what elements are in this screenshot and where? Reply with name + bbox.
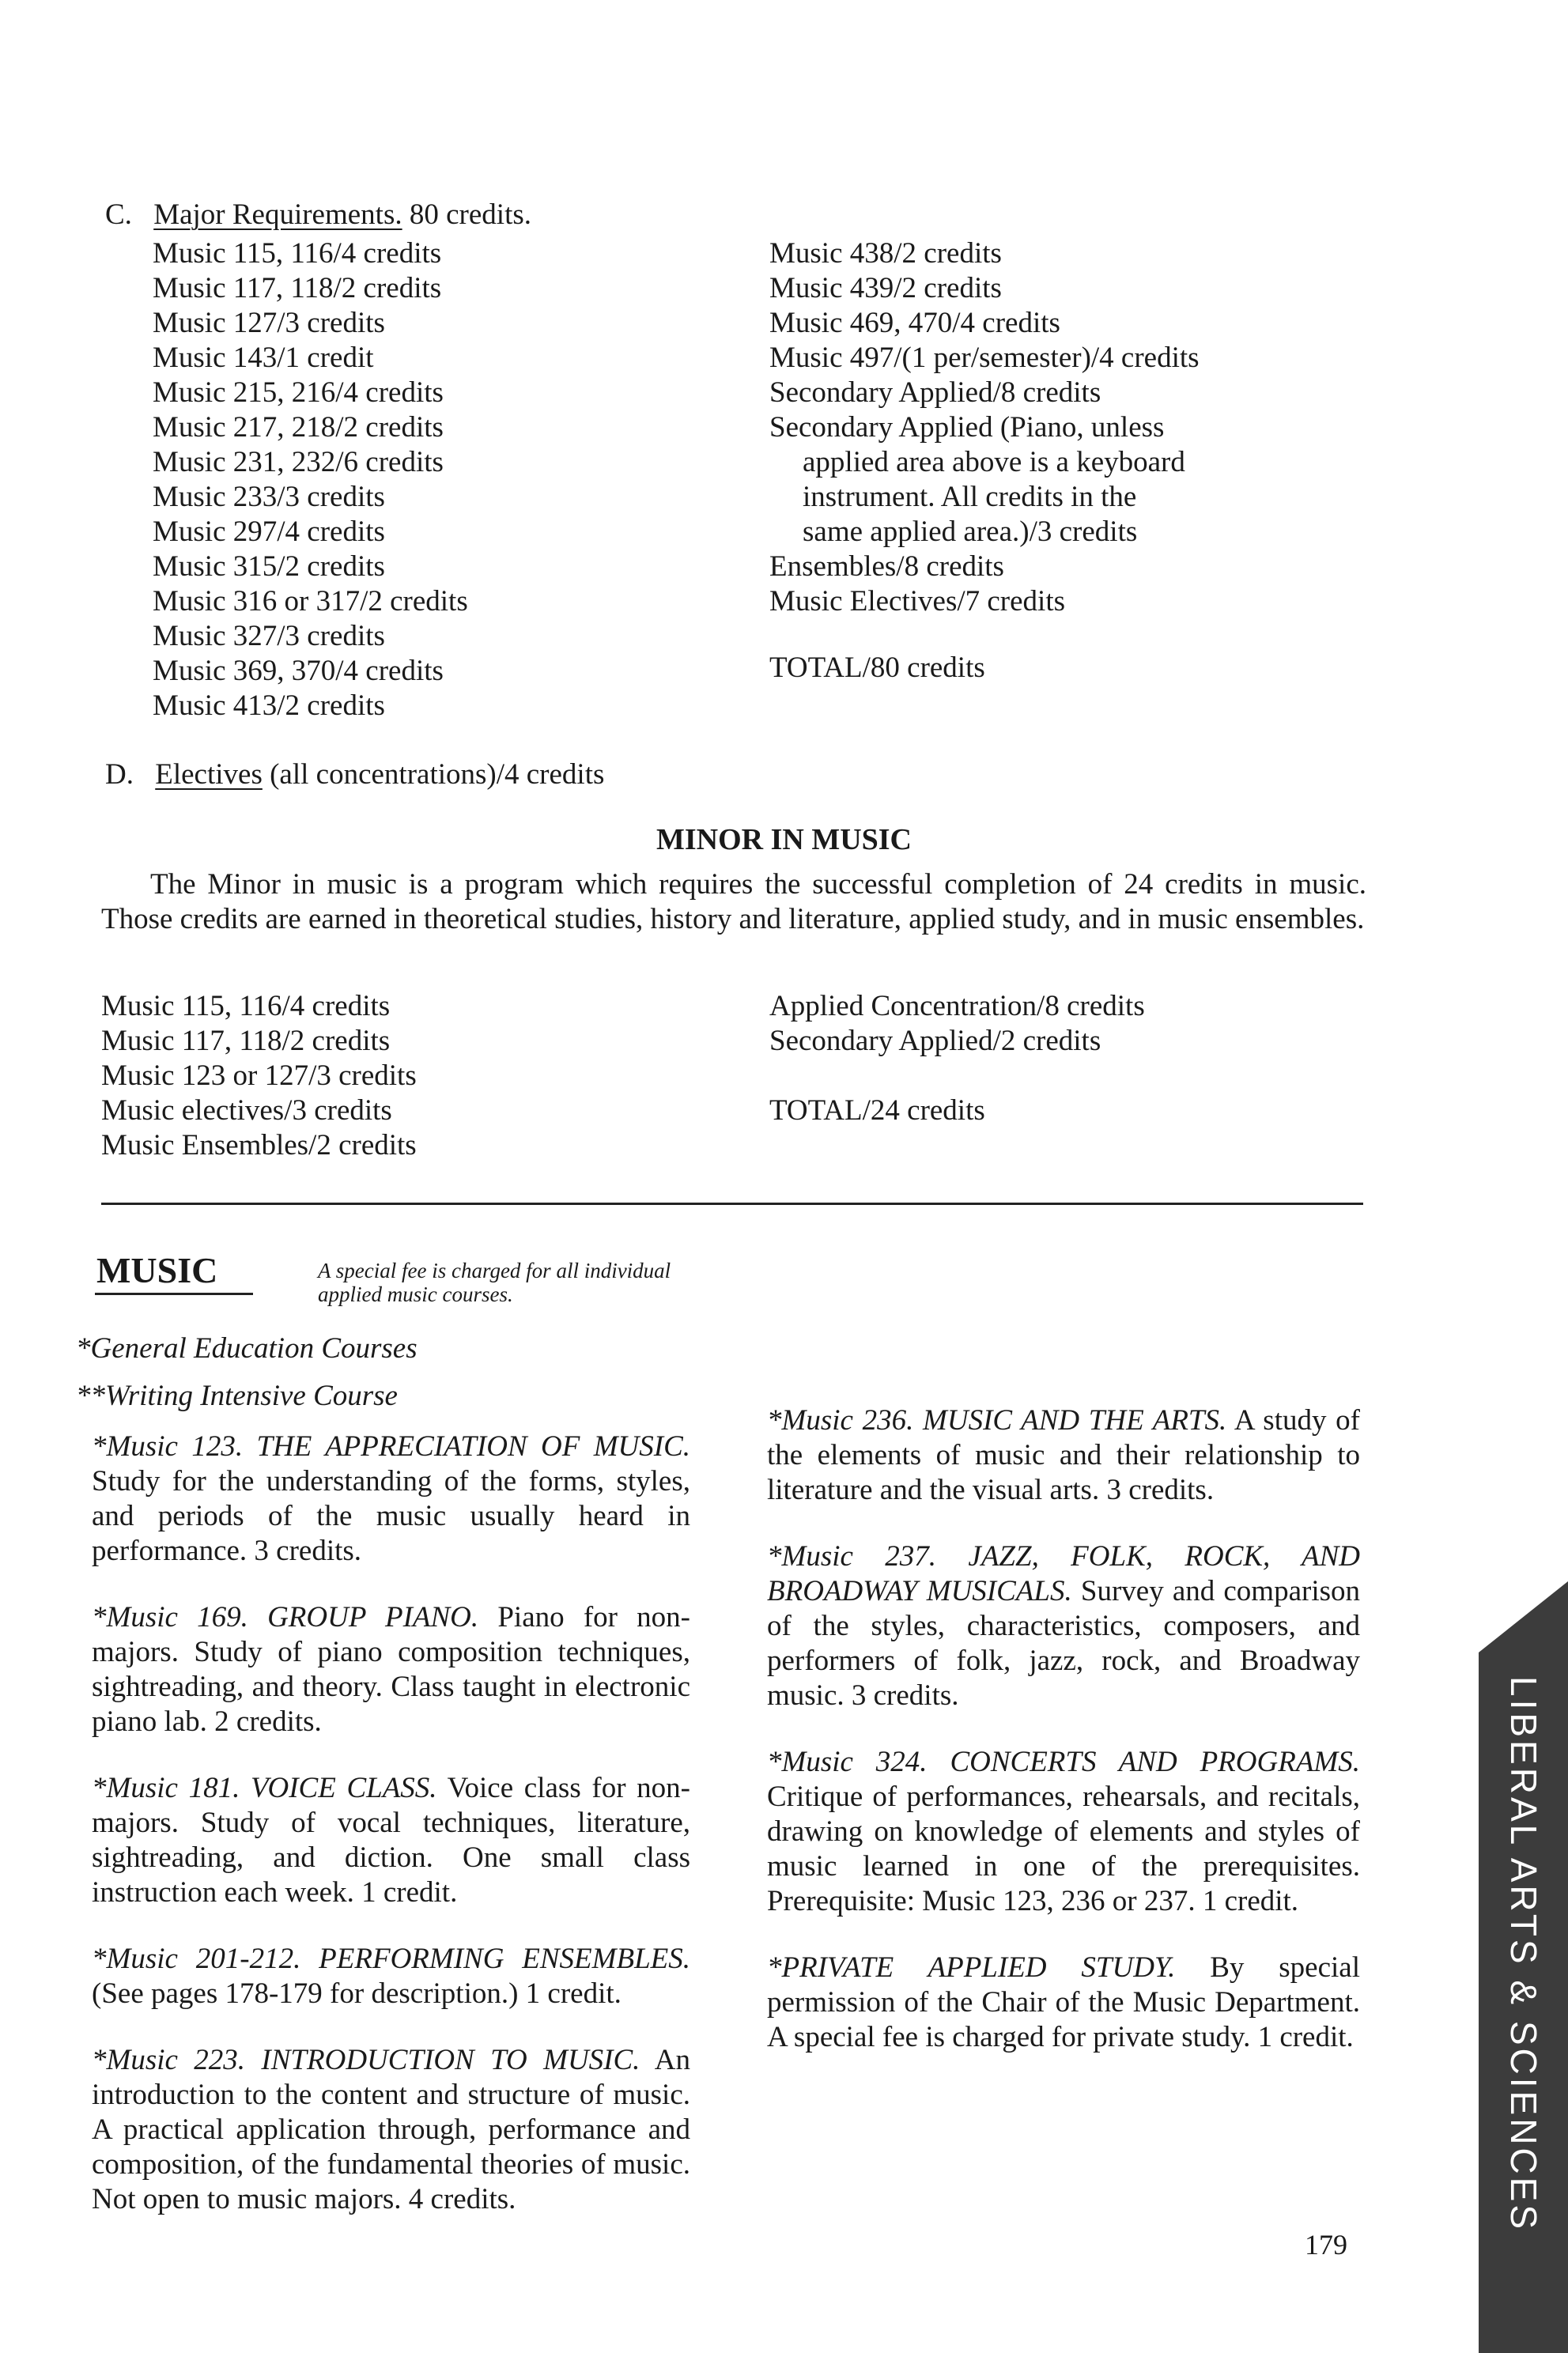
course-entry — [92, 1430, 690, 1569]
major-right-list — [769, 236, 1200, 619]
list-item: applied area above is a keyboard — [803, 446, 1185, 478]
course-entry — [767, 1745, 1360, 1919]
course-title: *Music 236. MUSIC AND THE ARTS. — [767, 1404, 1227, 1437]
major-heading-credits: 80 credits. — [409, 198, 531, 231]
course-legend — [76, 1331, 693, 1414]
major-letter: C. — [105, 198, 132, 231]
course-description: Survey and comparison of the styles, characteristics, composers, and performers of folk, jazz, rock, and Broadway music. 3 credits. — [767, 1575, 1361, 1712]
minor-intro: The Minor in music is a program which requires the successful completion of 24 credits in music. Those credits are earned in theoretical studies, history and literature, applied study, and in music ensembles. — [101, 868, 1366, 935]
course-description: Voice class for non-majors. Study of vocal techniques, literature, sightreading, and diction. One small class instruction each week. 1 credit. — [92, 1772, 690, 1909]
list-item: Applied Concentration/8 credits — [769, 990, 1145, 1022]
page-number: 179 — [1305, 2229, 1347, 2260]
list-item: Music 231, 232/6 credits — [153, 446, 444, 478]
list-item: instrument. All credits in the — [803, 481, 1137, 513]
course-description: Study for the understanding of the forms, styles, and periods of the music usually heard in performance. 3 credits. — [92, 1465, 690, 1567]
course-title: *Music 223. INTRODUCTION TO MUSIC. — [92, 2044, 640, 2076]
list-item: Music 315/2 credits — [153, 550, 385, 583]
course-description: An introduction to the content and structure of music. A practical application through, performance and composition, of the fundamental theories of music. Not open to music majors. 4 credits. — [92, 2044, 690, 2215]
list-item: Music Ensembles/2 credits — [101, 1129, 417, 1161]
list-item: Music 297/4 credits — [153, 516, 385, 548]
list-item: Music 117, 118/2 credits — [153, 272, 442, 304]
major-heading-label: Major Requirements. — [153, 198, 402, 231]
list-item: same applied area.)/3 credits — [803, 516, 1138, 548]
list-item: Music 413/2 credits — [153, 689, 385, 722]
course-entry — [92, 1771, 690, 1910]
list-item: Music 115, 116/4 credits — [153, 237, 442, 270]
electives-letter: D. — [105, 758, 134, 791]
list-item: Secondary Applied/2 credits — [769, 1025, 1101, 1057]
minor-total: TOTAL/24 credits — [769, 1094, 985, 1127]
list-item: Music 469, 470/4 credits — [769, 307, 1060, 339]
course-entry — [92, 1942, 690, 2011]
list-item: Secondary Applied (Piano, unless — [769, 411, 1165, 444]
fee-note: A special fee is charged for all individual applied music courses. — [318, 1259, 671, 1306]
course-title: *Music 201-212. PERFORMING ENSEMBLES. — [92, 1943, 690, 1975]
electives-heading: Electives — [155, 758, 263, 791]
course-list-left — [92, 1430, 690, 2217]
minor-right-list — [769, 989, 1145, 1059]
course-title: *Music 169. GROUP PIANO. — [92, 1601, 479, 1634]
list-item: Music electives/3 credits — [101, 1094, 392, 1127]
list-item: Music 439/2 credits — [769, 272, 1002, 304]
course-entry — [767, 1403, 1360, 1508]
list-item: Music 123 or 127/3 credits — [101, 1059, 417, 1092]
course-description: By special permission of the Chair of the Music Department. A special fee is charged for private study. 1 credit. — [767, 1951, 1360, 2053]
course-description: (See pages 178-179 for description.) 1 credit. — [92, 1977, 622, 2010]
list-item: Music 217, 218/2 credits — [153, 411, 444, 444]
sidebar-label: LIBERAL ARTS & SCIENCES — [1503, 1676, 1544, 2233]
course-title: *Music 237. JAZZ, FOLK, ROCK, AND BROADWAY MUSICALS. — [767, 1540, 1360, 1607]
major-total: TOTAL/80 credits — [769, 652, 985, 684]
major-heading — [105, 198, 531, 232]
music-section-title: MUSIC — [96, 1250, 218, 1290]
list-item: Music 233/3 credits — [153, 481, 385, 513]
legend-general-education: *General Education Courses — [76, 1332, 418, 1365]
course-title: *Music 181. VOICE CLASS. — [92, 1772, 437, 1804]
major-left-list — [153, 236, 468, 723]
course-title: *PRIVATE APPLIED STUDY. — [767, 1951, 1176, 1984]
list-item: Music 117, 118/2 credits — [101, 1025, 391, 1057]
course-description: Piano for non-majors. Study of piano composition techniques, sightreading, and theory. Class taught in electronic piano lab. 2 credits. — [92, 1601, 690, 1738]
electives-line — [105, 757, 604, 792]
section-thumb-tab — [1479, 1581, 1568, 2353]
list-item: Music 215, 216/4 credits — [153, 376, 444, 409]
list-item: Music 327/3 credits — [153, 620, 385, 652]
tab-corner-fold — [1479, 1581, 1568, 1652]
course-description: Critique of performances, rehearsals, and recitals, drawing on knowledge of elements and styles of music learned in one of the prerequisites. Prerequisite: Music 123, 236 or 237. 1 credit. — [767, 1781, 1360, 1917]
list-item: Music 369, 370/4 credits — [153, 655, 444, 687]
legend-writing-intensive: **Writing Intensive Course — [76, 1380, 398, 1412]
course-title: *Music 324. CONCERTS AND PROGRAMS. — [767, 1746, 1360, 1778]
course-entry — [92, 1600, 690, 1739]
music-section-header — [95, 1249, 712, 1306]
course-description: A study of the elements of music and their relationship to literature and the visual arts. 3 credits. — [767, 1404, 1360, 1506]
minor-left-list — [101, 989, 417, 1163]
electives-rest: (all concentrations)/4 credits — [270, 758, 605, 791]
minor-title: MINOR IN MUSIC — [656, 823, 912, 856]
list-item: Music 115, 116/4 credits — [101, 990, 391, 1022]
list-item: Ensembles/8 credits — [769, 550, 1004, 583]
section-divider — [101, 1203, 1363, 1205]
list-item: Music 497/(1 per/semester)/4 credits — [769, 342, 1200, 374]
list-item: Secondary Applied/8 credits — [769, 376, 1101, 409]
course-title: *Music 123. THE APPRECIATION OF MUSIC. — [92, 1430, 690, 1463]
list-item: Music 127/3 credits — [153, 307, 385, 339]
course-list-right — [767, 1403, 1360, 2055]
course-entry — [92, 2043, 690, 2217]
title-underline — [95, 1293, 253, 1295]
list-item: Music 143/1 credit — [153, 342, 374, 374]
list-item: Music Electives/7 credits — [769, 585, 1066, 618]
course-entry — [767, 1951, 1360, 2055]
list-item: Music 438/2 credits — [769, 237, 1002, 270]
course-entry — [767, 1539, 1360, 1713]
list-item: Music 316 or 317/2 credits — [153, 585, 468, 618]
